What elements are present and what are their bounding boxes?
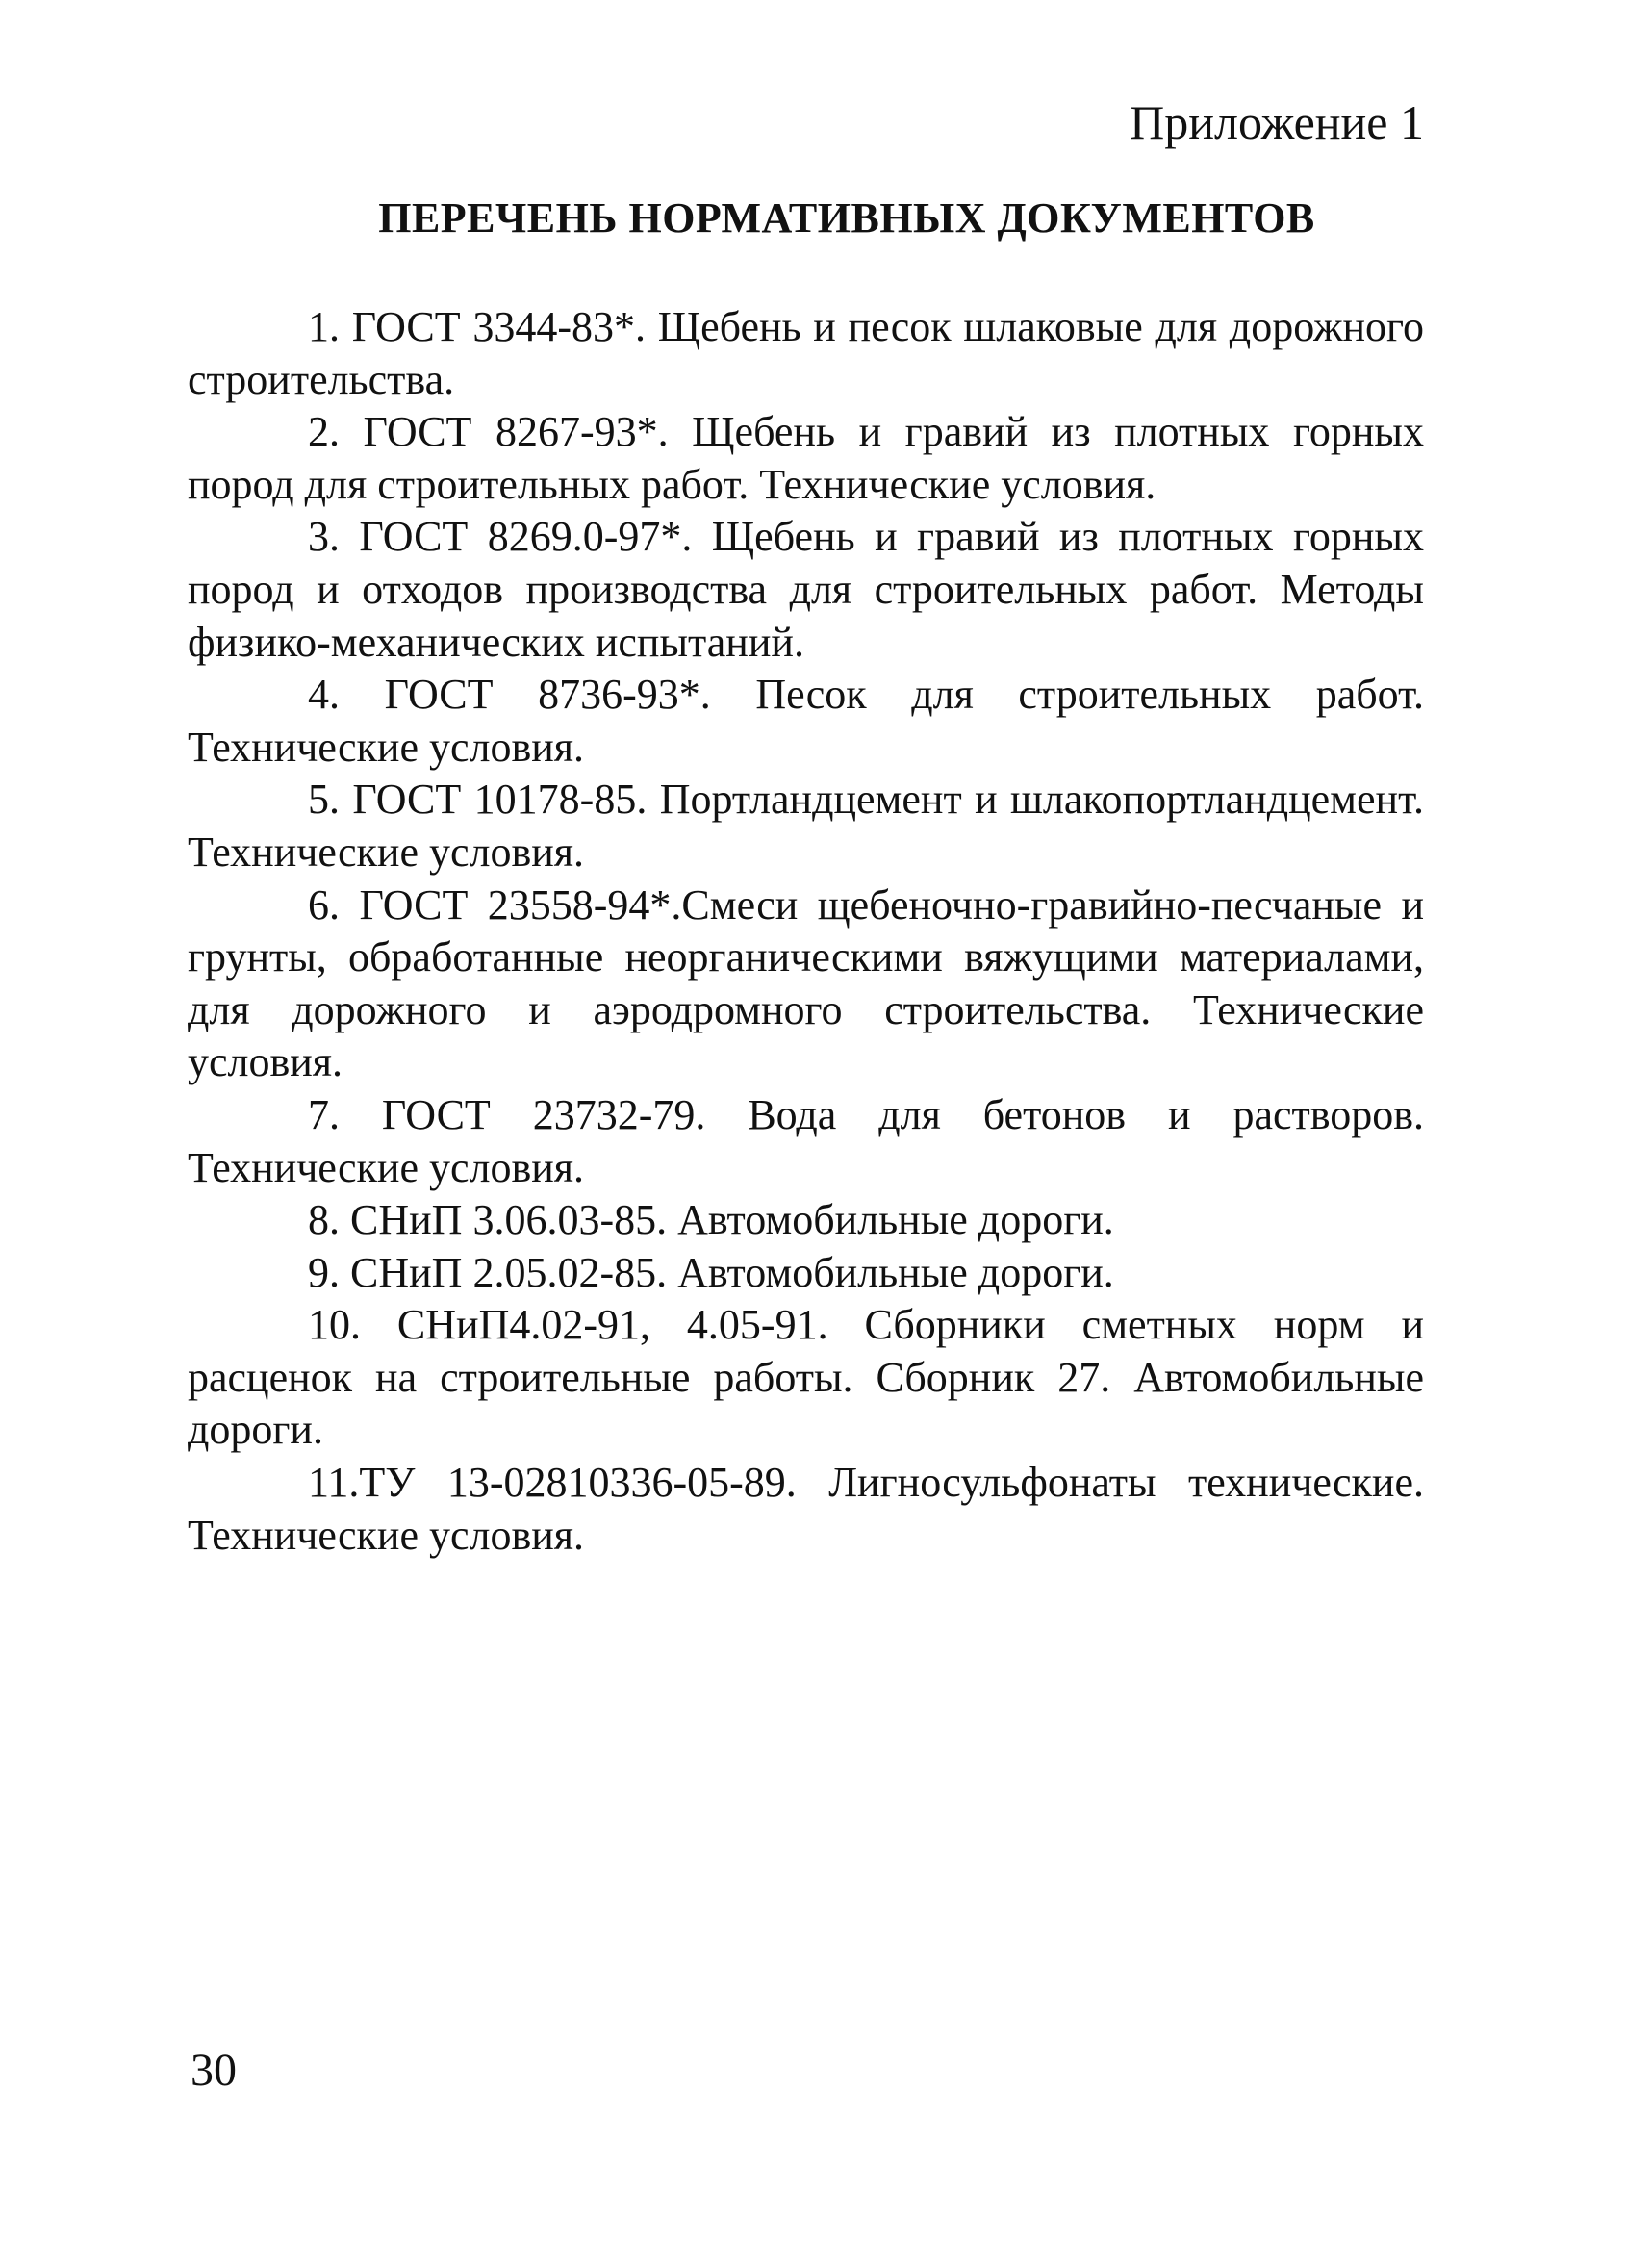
list-item: 5. ГОСТ 10178-85. Портландцемент и шлакопортландцемент. Технические условия. <box>188 776 1424 876</box>
list-item: 7. ГОСТ 23732-79. Вода для бетонов и растворов. Технические условия. <box>188 1090 1424 1191</box>
list-item: 6. ГОСТ 23558-94*.Смеси щебеночно-гравийно-песчаные и грунты, обработанные неорганическими вяжущими материалами, для дорожного и аэродромного строительства. Технические условия. <box>188 880 1424 1086</box>
normative-documents-list <box>188 301 1424 1562</box>
page-number: 30 <box>191 2045 237 2096</box>
list-item: 4. ГОСТ 8736-93*. Песок для строительных работ. Технические условия. <box>188 671 1424 771</box>
list-item: 9. СНиП 2.05.02-85. Автомобильные дороги. <box>308 1248 1114 1296</box>
page-title: ПЕРЕЧЕНЬ НОРМАТИВНЫХ ДОКУМЕНТОВ <box>378 194 1315 242</box>
list-item: 2. ГОСТ 8267-93*. Щебень и гравий из плотных горных пород для строительных работ. Технические условия. <box>188 408 1424 508</box>
list-item: 8. СНиП 3.06.03-85. Автомобильные дороги. <box>308 1196 1114 1244</box>
list-item: 11.ТУ 13-02810336-05-89. Лигносульфонаты технические. Технические условия. <box>188 1459 1424 1559</box>
list-item: 3. ГОСТ 8269.0-97*. Щебень и гравий из плотных горных пород и отходов производства для строительных работ. Методы физико-механических испытаний. <box>188 513 1424 666</box>
list-item: 1. ГОСТ 3344-83*. Щебень и песок шлаковые для дорожного строительства. <box>188 303 1424 403</box>
list-item: 10. СНиП4.02-91, 4.05-91. Сборники сметных норм и расценок на строительные работы. Сборник 27. Автомобильные дороги. <box>188 1301 1424 1454</box>
appendix-label: Приложение 1 <box>1130 95 1424 149</box>
